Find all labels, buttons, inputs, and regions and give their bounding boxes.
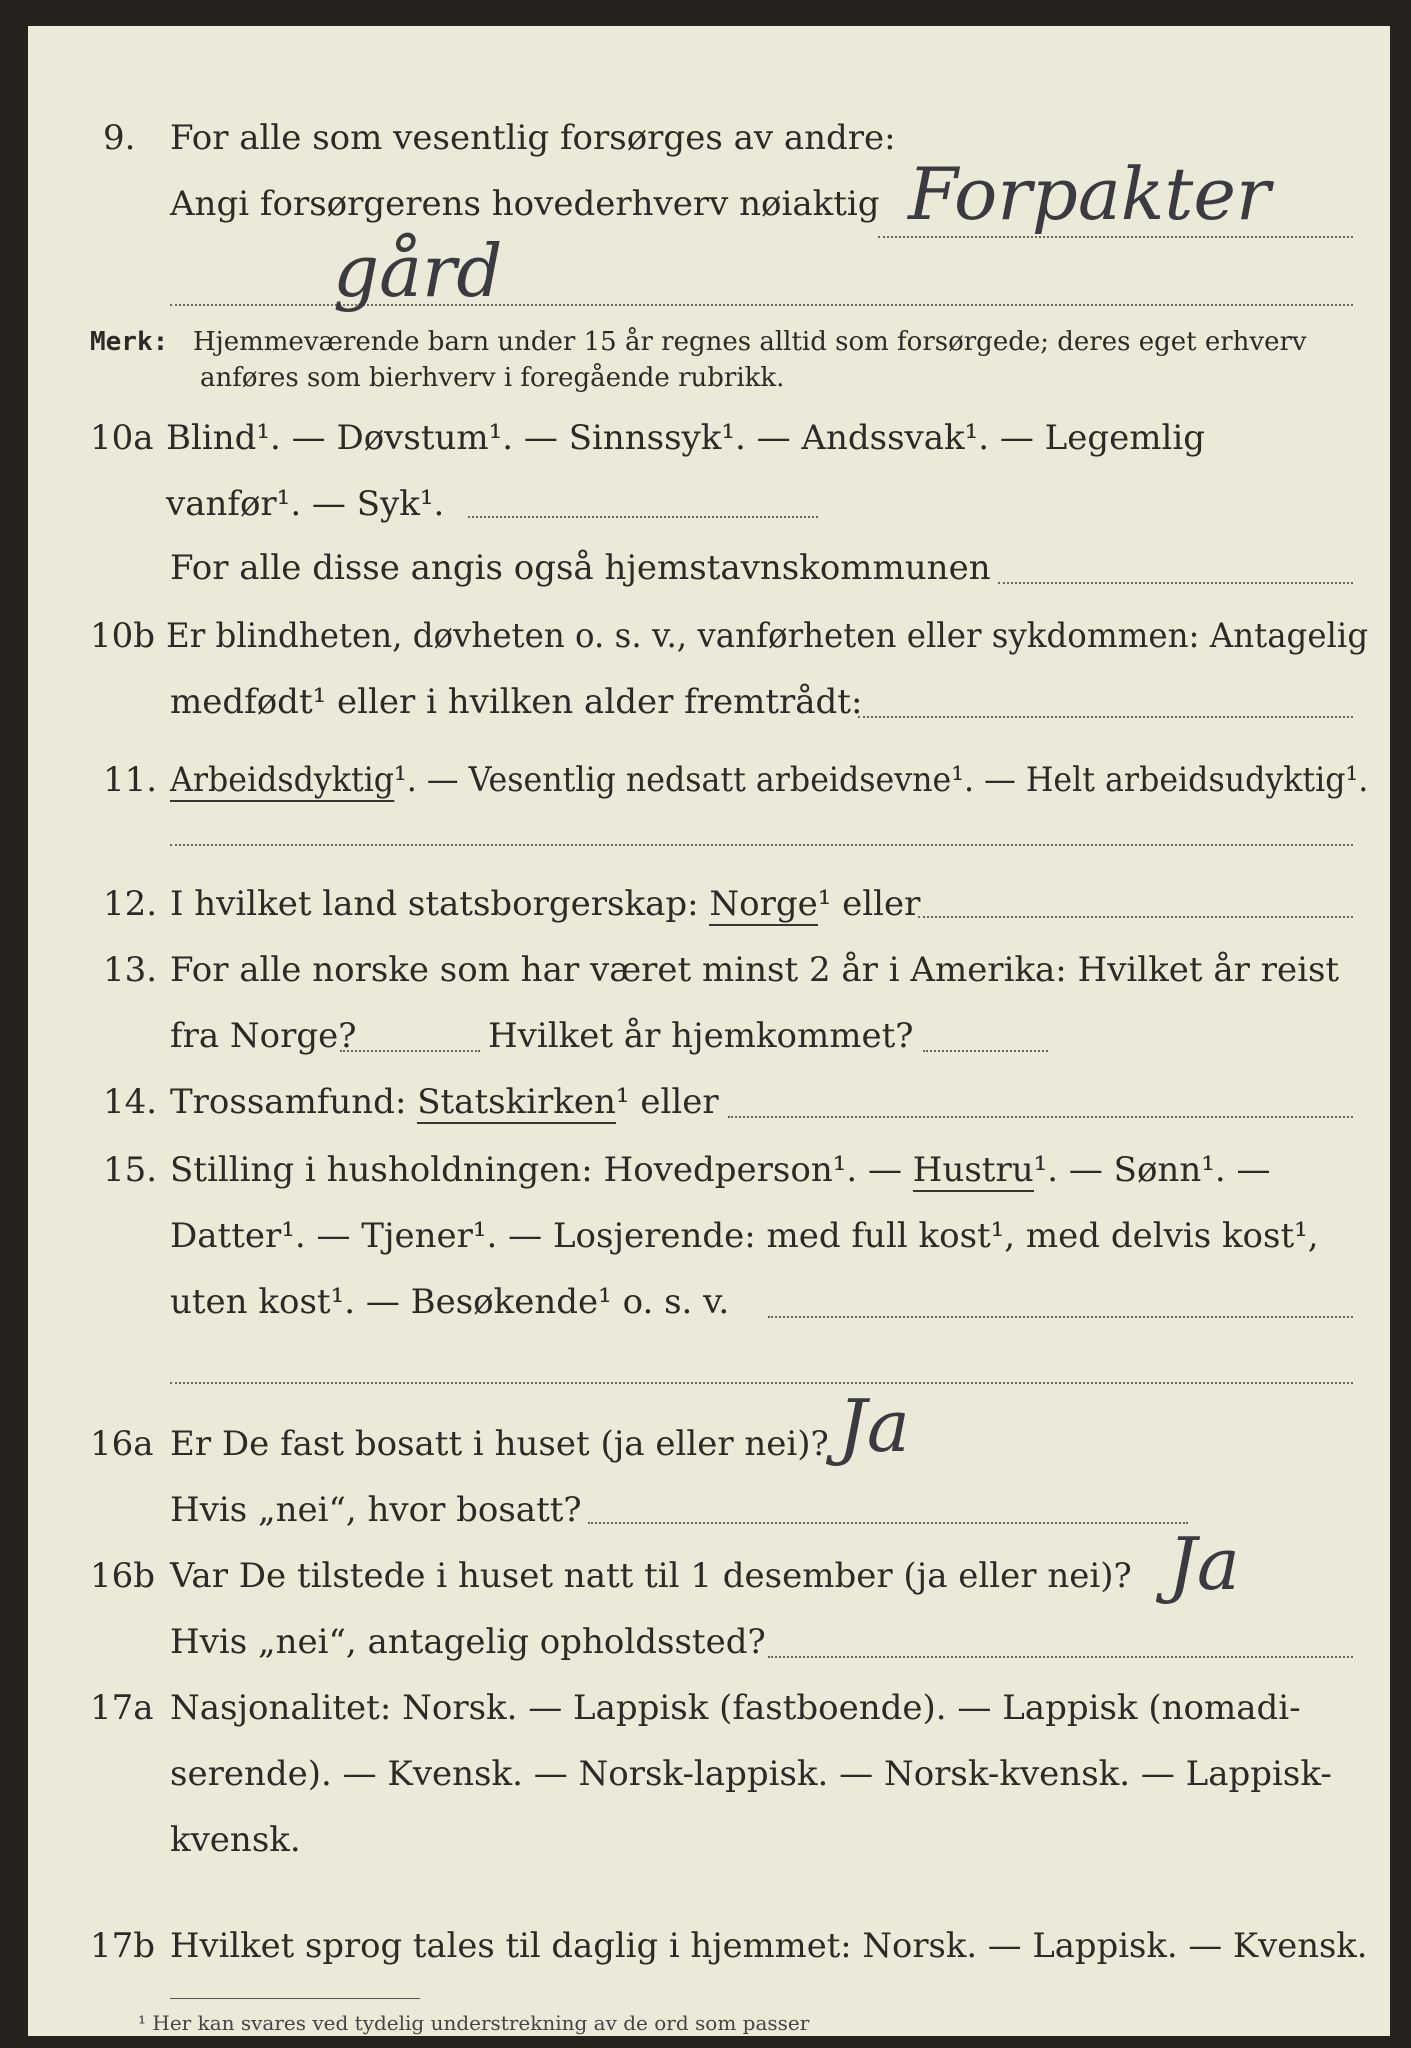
q16a-number: 16a: [90, 1424, 154, 1464]
merk-text2: anføres som bierhverv i foregående rubrikk.: [200, 363, 785, 393]
q16a-text1: Er De fast bosatt i huset (ja eller nei)?: [170, 1424, 829, 1464]
q15-text1a: Stilling i husholdningen: Hovedperson¹. —: [170, 1150, 902, 1190]
footnote-rule: [170, 1998, 420, 1999]
q15-text2: Datter¹. — Tjener¹. — Losjerende: med full kost¹, med delvis kost¹,: [170, 1216, 1319, 1256]
q14-post: ¹ eller: [615, 1082, 719, 1122]
q10b-text2: medfødt¹ eller i hvilken alder fremtrådt:: [170, 682, 863, 722]
q17a-text3: kvensk.: [170, 1820, 301, 1860]
q11-rest: ¹. — Vesentlig nedsatt arbeidsevne¹. — Helt arbeidsudyktig¹.: [394, 760, 1369, 800]
q13-answer-line1: [340, 1050, 480, 1052]
q11-answer-line: [170, 844, 1353, 846]
q10a-answer-line2: [998, 582, 1353, 584]
q10a-text3: For alle disse angis også hjemstavnskommunen: [170, 548, 991, 588]
q17a-text2: serende). — Kvensk. — Norsk-lappisk. — Norsk-kvensk. — Lappisk-: [170, 1754, 1332, 1794]
merk-label: Merk:: [90, 327, 169, 357]
q13-text1: For alle norske som har været minst 2 år i Amerika: Hvilket år reist: [170, 950, 1340, 990]
q12-text: I hvilket land statsborgerskap:: [170, 884, 699, 924]
q12-answer-line: [918, 916, 1353, 918]
q15-answer-line2: [170, 1382, 1353, 1384]
q12-post: ¹ eller: [817, 884, 921, 924]
q9-number: 9.: [103, 118, 136, 158]
q16b-text1: Var De tilstede i huset natt til 1 desember (ja eller nei)?: [170, 1556, 1132, 1596]
q16b-answer-line: [768, 1656, 1353, 1658]
census-form-page: [28, 26, 1390, 2036]
q13-answer-line2: [923, 1050, 1048, 1052]
q9-handwritten-answer2: gård: [333, 229, 503, 313]
q11-option-arbeidsdyktig-underlined: Arbeidsdyktig: [170, 760, 395, 800]
q9-text2: Angi forsørgerens hovederhverv nøiaktig: [170, 184, 880, 224]
footnote: ¹ Her kan svares ved tydelig understrekning av de ord som passer: [138, 2011, 810, 2035]
q17b-number: 17b: [90, 1926, 156, 1966]
q17a-text1: Nasjonalitet: Norsk. — Lappisk (fastboende). — Lappisk (nomadi-: [170, 1688, 1301, 1728]
q11-number: 11.: [103, 760, 158, 800]
q14-text: Trossamfund:: [170, 1082, 407, 1122]
q10a-text2: vanfør¹. — Syk¹.: [166, 484, 445, 524]
q10a-number: 10a: [90, 418, 154, 458]
q15-text1b: ¹. — Sønn¹. —: [1033, 1150, 1271, 1190]
q14-option-statskirken-underlined: Statskirken: [417, 1082, 616, 1122]
q17b-text: Hvilket sprog tales til daglig i hjemmet: Norsk. — Lappisk. — Kvensk.: [170, 1926, 1368, 1966]
q13-number: 13.: [103, 950, 158, 990]
q10a-answer-line1: [468, 516, 818, 518]
q13-text2a: fra Norge?: [170, 1016, 357, 1056]
q15-option-hustru-underlined: Hustru: [912, 1150, 1034, 1190]
q16a-answer-line: [588, 1522, 1188, 1524]
q15-answer-line1: [768, 1316, 1353, 1318]
q16b-text2: Hvis „nei“, antagelig opholdssted?: [170, 1622, 766, 1662]
q14-number: 14.: [103, 1082, 158, 1122]
q16a-handwritten-answer: Ja: [838, 1384, 910, 1468]
q13-text2b: Hvilket år hjemkommet?: [488, 1016, 914, 1056]
q9-answer-line1: [878, 236, 1353, 238]
q16b-handwritten-answer: Ja: [1168, 1522, 1240, 1606]
q12-number: 12.: [103, 884, 158, 924]
q9-handwritten-answer1: Forpakter: [908, 152, 1271, 236]
q10a-text1: Blind¹. — Døvstum¹. — Sinnssyk¹. — Andssvak¹. — Legemlig: [166, 418, 1205, 458]
q14-answer-line: [728, 1116, 1353, 1118]
q10b-text1: Er blindheten, døvheten o. s. v., vanførheten eller sykdommen: Antagelig: [166, 616, 1369, 656]
q10b-number: 10b: [90, 616, 156, 656]
q16b-number: 16b: [90, 1556, 156, 1596]
q9-text1: For alle som vesentlig forsørges av andre:: [170, 118, 896, 158]
q15-text3: uten kost¹. — Besøkende¹ o. s. v.: [170, 1282, 730, 1322]
q10b-answer-line: [858, 716, 1353, 718]
q12-option-norge-underlined: Norge: [709, 884, 818, 924]
q17a-number: 17a: [90, 1688, 154, 1728]
q15-number: 15.: [103, 1150, 158, 1190]
merk-text1: Hjemmeværende barn under 15 år regnes alltid som forsørgede; deres eget erhverv: [193, 327, 1307, 357]
q16a-text2: Hvis „nei“, hvor bosatt?: [170, 1490, 582, 1530]
